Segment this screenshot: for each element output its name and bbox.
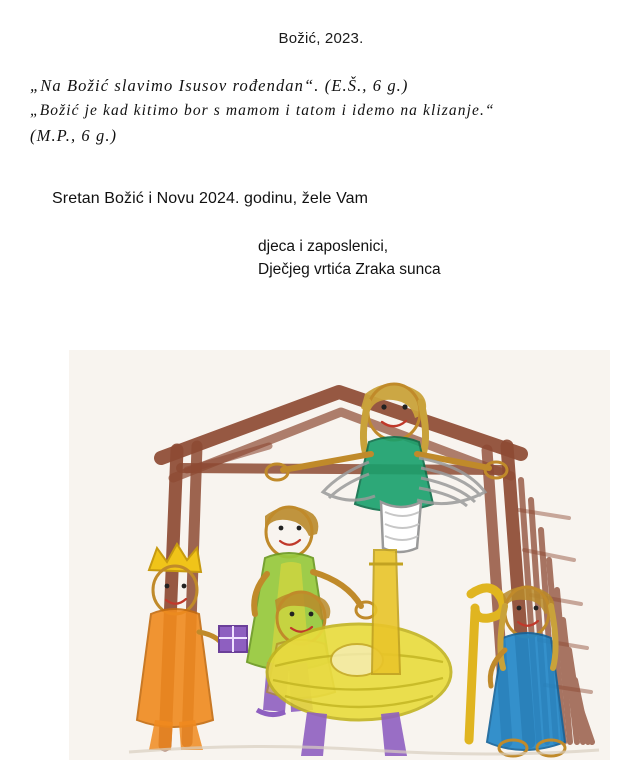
quote-line-2: „Božić je kad kitimo bor s mamom i tatom i idemo na klizanje.“ xyxy=(30,101,495,119)
signature-line-1: djeca i zaposlenici, xyxy=(258,238,389,256)
signature-line-2: Dječjeg vrtića Zraka sunca xyxy=(258,260,441,278)
quote-line-1: „Na Božić slavimo Isusov rođendan“. (E.Š., 6 g.) xyxy=(30,76,409,95)
nativity-drawing-svg xyxy=(69,350,610,760)
greeting-text: Sretan Božić i Novu 2024. godinu, žele Vam xyxy=(52,190,369,208)
signature-block xyxy=(0,236,642,281)
quotes-block xyxy=(0,73,642,148)
page-title: Božić, 2023. xyxy=(278,30,364,47)
quote-line-3: (M.P., 6 g.) xyxy=(30,125,118,145)
nativity-drawing xyxy=(69,350,610,760)
document-page xyxy=(0,30,642,775)
